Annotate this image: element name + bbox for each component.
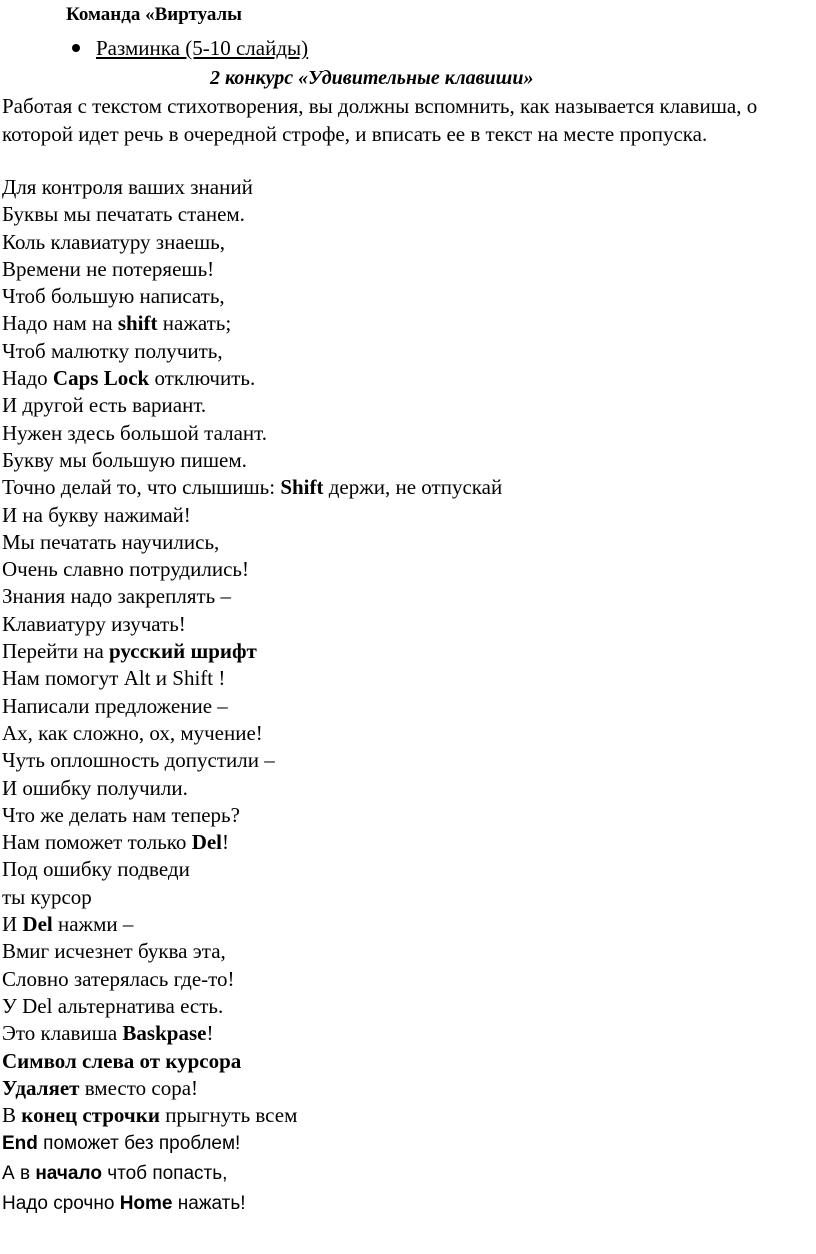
contest-title: 2 конкурс «Удивительные клавиши»	[210, 67, 534, 89]
poem-text: Ах, как сложно, ох, мучение!	[2, 720, 263, 745]
poem-line	[2, 611, 802, 638]
poem-text: Точно делай то, что слышишь:	[2, 475, 281, 500]
poem-line	[2, 1020, 802, 1047]
poem-line	[2, 966, 802, 993]
poem-line	[2, 720, 802, 747]
poem-keyword: русский шрифт	[109, 639, 257, 664]
poem-keyword: Shift	[280, 475, 324, 500]
poem-line	[2, 420, 802, 447]
poem-text: Что же делать нам теперь?	[2, 802, 240, 827]
poem-line	[2, 638, 802, 665]
poem-line	[2, 174, 802, 201]
poem-keyword: shift	[117, 311, 158, 336]
poem-text: Времени не потеряешь!	[2, 256, 215, 281]
poem-line	[2, 747, 802, 774]
poem-keyword: начало	[35, 1163, 102, 1185]
poem-text: Это клавиша	[2, 1021, 123, 1046]
poem-keyword: Символ слева от курсора	[2, 1048, 242, 1073]
poem-text: поможет без проблем!	[37, 1133, 241, 1155]
poem-text: Надо	[2, 366, 53, 391]
poem-line	[2, 310, 802, 337]
bullet-icon	[72, 44, 80, 52]
poem-line	[2, 201, 802, 228]
poem-line	[2, 775, 802, 802]
poem-line	[2, 556, 802, 583]
poem-line	[2, 829, 802, 856]
poem-text: нажать;	[157, 311, 232, 336]
poem-text: держи, не отпускай	[323, 475, 503, 500]
poem-text: Написали предложение –	[2, 693, 228, 718]
poem-text: Чуть оплошность допустили –	[2, 748, 275, 773]
poem-line	[2, 911, 802, 938]
poem-text: И ошибку получили.	[2, 775, 188, 800]
poem-text: Чтоб большую написать,	[2, 284, 225, 309]
poem-text: Словно затерялась где-то!	[2, 966, 235, 991]
poem-text: И другой есть вариант.	[2, 393, 207, 418]
poem-text: Буквы мы печатать станем.	[2, 202, 245, 227]
poem-line	[2, 693, 802, 720]
poem-text: !	[222, 830, 230, 855]
poem-line	[2, 1129, 802, 1159]
poem-text: Надо нам на	[2, 311, 118, 336]
poem-text: отключить.	[149, 366, 256, 391]
poem-line	[2, 502, 802, 529]
poem-line	[2, 256, 802, 283]
poem-keyword: Del	[191, 830, 223, 855]
poem-text: А в	[2, 1163, 36, 1185]
poem-line	[2, 583, 802, 610]
poem-text: прыгнуть всем	[159, 1103, 298, 1128]
poem-text: ты курсор	[2, 884, 92, 909]
poem-text: У Del альтернатива есть.	[2, 993, 224, 1018]
poem-line	[2, 1075, 802, 1102]
poem-keyword: Baskpase	[122, 1021, 207, 1046]
poem-line	[2, 392, 802, 419]
team-title: Команда «Виртуалы	[66, 4, 243, 25]
poem-line	[2, 365, 802, 392]
poem-text: Нужен здесь большой талант.	[2, 420, 267, 445]
poem-line	[2, 938, 802, 965]
poem-text: И на букву нажимай!	[2, 502, 191, 527]
poem-line	[2, 529, 802, 556]
poem-text: Для контроля ваших знаний	[2, 175, 253, 199]
poem-line	[2, 283, 802, 310]
poem-text: Коль клавиатуру знаешь,	[2, 229, 225, 254]
warmup-label: Разминка (5-10 слайды)	[96, 36, 309, 60]
intro-paragraph: Работая с текстом стихотворения, вы должны вспомнить, как называется клавиша, о которой идет речь в очередной строфе, и вписать ее в текст на месте пропуска.	[2, 94, 758, 146]
poem-line	[2, 884, 802, 911]
poem-text: !	[206, 1021, 214, 1046]
poem-text: чтоб попасть,	[101, 1163, 228, 1185]
poem-text: Букву мы большую пишем.	[2, 447, 247, 472]
poem-text: Под ошибку подведи	[2, 857, 190, 882]
poem-text: Знания надо закреплять –	[2, 584, 231, 609]
poem-line	[2, 447, 802, 474]
poem-line	[2, 1102, 802, 1129]
poem-line	[2, 1189, 802, 1219]
poem-text: Клавиатуру изучать!	[2, 611, 186, 636]
poem-text: Очень славно потрудились!	[2, 557, 249, 582]
poem-text: вместо сора!	[79, 1075, 199, 1100]
poem-line	[2, 338, 802, 365]
poem-text: Чтоб малютку получить,	[2, 338, 223, 363]
poem-keyword: Home	[119, 1193, 173, 1215]
poem-line	[2, 1048, 802, 1075]
poem-text: Вмиг исчезнет буква эта,	[2, 939, 226, 964]
poem-line	[2, 1159, 802, 1189]
poem-text: В	[2, 1103, 22, 1128]
poem-keyword: Caps Lock	[52, 366, 150, 391]
poem-text: И	[2, 912, 23, 937]
poem-keyword: конец строчки	[21, 1103, 160, 1128]
poem-keyword: Del	[22, 912, 53, 937]
poem-text: нажми –	[52, 912, 134, 937]
poem-line	[2, 665, 802, 692]
poem-text: Нам помогут Alt и Shift !	[2, 666, 226, 691]
poem-keyword: Удаляет	[2, 1075, 80, 1100]
warmup-bullet-item	[72, 34, 308, 62]
poem-text: нажать!	[172, 1193, 246, 1215]
poem-line	[2, 993, 802, 1020]
poem-text: Перейти на	[2, 639, 110, 664]
poem-line	[2, 802, 802, 829]
poem-line	[2, 474, 802, 501]
poem-text: Надо срочно	[2, 1193, 120, 1215]
poem-text: Мы печатать научились,	[2, 529, 220, 554]
poem-line	[2, 229, 802, 256]
poem-text: Нам поможет только	[2, 830, 192, 855]
poem	[2, 174, 802, 1219]
poem-line	[2, 856, 802, 883]
poem-keyword: End	[2, 1133, 38, 1155]
